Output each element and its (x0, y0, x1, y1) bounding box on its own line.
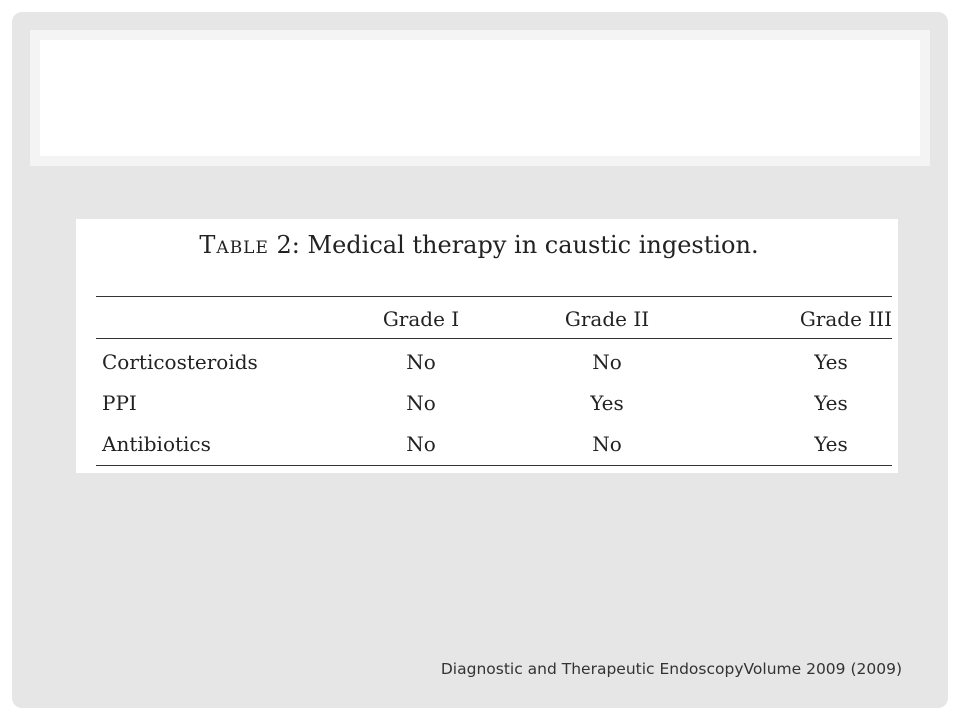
column-header-grade-3: Grade III (799, 307, 892, 331)
table-cell: Yes (814, 350, 848, 374)
row-label: Corticosteroids (102, 350, 258, 374)
table-cell: No (406, 350, 436, 374)
table-image-panel (76, 219, 898, 473)
table-cell: No (406, 432, 436, 456)
source-citation: Diagnostic and Therapeutic EndoscopyVolume 2009 (2009) (440, 660, 902, 678)
table-top-rule (96, 296, 892, 297)
row-label: PPI (102, 391, 137, 415)
slide-background (12, 12, 948, 708)
row-label: Antibiotics (102, 432, 211, 456)
table-cell: No (592, 432, 622, 456)
table-cell: No (592, 350, 622, 374)
table-header-rule (96, 338, 892, 339)
table-caption (76, 231, 882, 259)
table-caption-text: : Medical therapy in caustic ingestion. (291, 231, 759, 259)
table-cell: No (406, 391, 436, 415)
table-cell: Yes (814, 391, 848, 415)
column-header-grade-1: Grade I (382, 307, 460, 331)
table-bottom-rule (96, 465, 892, 466)
table-caption-number: 2 (268, 231, 292, 259)
table-caption-label: Table (199, 231, 269, 259)
table-cell: Yes (814, 432, 848, 456)
column-header-grade-2: Grade II (564, 307, 650, 331)
table-cell: Yes (590, 391, 624, 415)
slide-title-placeholder (30, 30, 930, 166)
